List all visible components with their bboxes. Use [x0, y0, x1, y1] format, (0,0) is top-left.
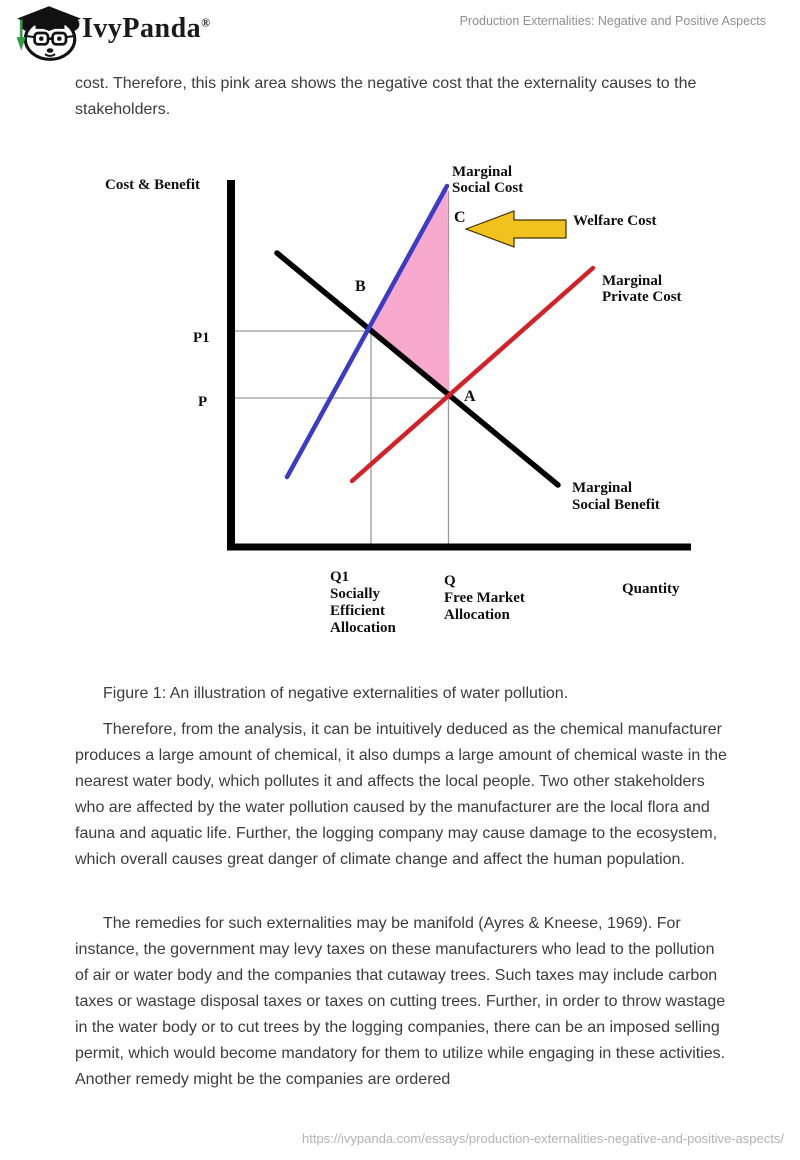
- panda-eye-icon: [39, 36, 44, 41]
- msc-label-line1: Marginal: [452, 164, 512, 180]
- p1-tick-label: P1: [193, 330, 210, 346]
- paragraph-body-1: Therefore, from the analysis, it can be intuitively deduced as the chemical manufacturer produces a large amount of chemical, it also dumps a large amount of chemical waste in the nearest water body, which pollutes it and affects the local people. Two other stakeholders who are affected by the water pollution caused by the manufacturer are the local flora and fauna and aquatic life. Further, the logging company may cause damage to the ecosystem, which overall causes great danger of climate change and affect the human population.: [75, 721, 727, 868]
- footer-source-url[interactable]: https://ivypanda.com/essays/production-externalities-negative-and-positive-aspects/: [302, 1131, 784, 1146]
- msb-label-line2: Social Benefit: [572, 497, 660, 513]
- p-tick-label: P: [198, 394, 208, 410]
- paragraph-intro: cost. Therefore, this pink area shows the negative cost that the externality causes to the stakeholders.: [75, 75, 697, 118]
- point-b-label: B: [355, 278, 366, 295]
- y-axis-label: Cost & Benefit: [105, 177, 200, 193]
- glasses-temple-icon: [66, 36, 73, 37]
- registered-mark: ®: [201, 15, 211, 30]
- paragraph-body-2: The remedies for such externalities may be manifold (Ayres & Kneese, 1969). For instance, the government may levy taxes on these manufacturers who lead to the pollution of air or water body and the companies that cutaway trees. Such taxes may include carbon taxes or wastage disposal taxes or taxes on cutting trees. Further, in order to throw wastage in the water body or to cut trees by the logging companies, there can be an imposed selling permit, which would become mandatory for them to utilize while engaging in these activities. Another remedy might be the companies are ordered: [75, 915, 726, 1088]
- q1-tick-line3: Efficient: [330, 603, 385, 619]
- q-tick-line2: Free Market: [444, 590, 525, 606]
- q1-tick-line4: Allocation: [330, 620, 396, 636]
- panda-eye-icon: [57, 36, 62, 41]
- brand-wordmark: [82, 13, 211, 45]
- externalities-diagram: [0, 150, 800, 655]
- msc-label-line2: Social Cost: [452, 180, 524, 196]
- figure-caption: Figure 1: An illustration of negative externalities of water pollution.: [103, 685, 569, 702]
- ivypanda-panda-logo-icon: [15, 5, 83, 61]
- glasses-temple-icon: [27, 36, 35, 37]
- q-tick-line3: Allocation: [444, 607, 510, 623]
- point-c-label: C: [454, 209, 466, 226]
- x-axis-label: Quantity: [622, 581, 680, 597]
- mpc-label-line2: Private Cost: [602, 289, 682, 305]
- q-tick-label: Q: [444, 573, 456, 589]
- panda-nose-icon: [47, 48, 54, 53]
- brand-name: IvyPanda: [82, 13, 202, 44]
- welfare-cost-label: Welfare Cost: [573, 213, 657, 229]
- document-title: Production Externalities: Negative and Positive Aspects: [459, 14, 766, 28]
- msb-label-line1: Marginal: [572, 480, 632, 496]
- q1-tick-label: Q1: [330, 569, 350, 585]
- mpc-label-line1: Marginal: [602, 273, 662, 289]
- welfare-cost-arrow-icon: [466, 211, 566, 247]
- q1-tick-line2: Socially: [330, 586, 381, 602]
- point-a-label: A: [464, 388, 476, 405]
